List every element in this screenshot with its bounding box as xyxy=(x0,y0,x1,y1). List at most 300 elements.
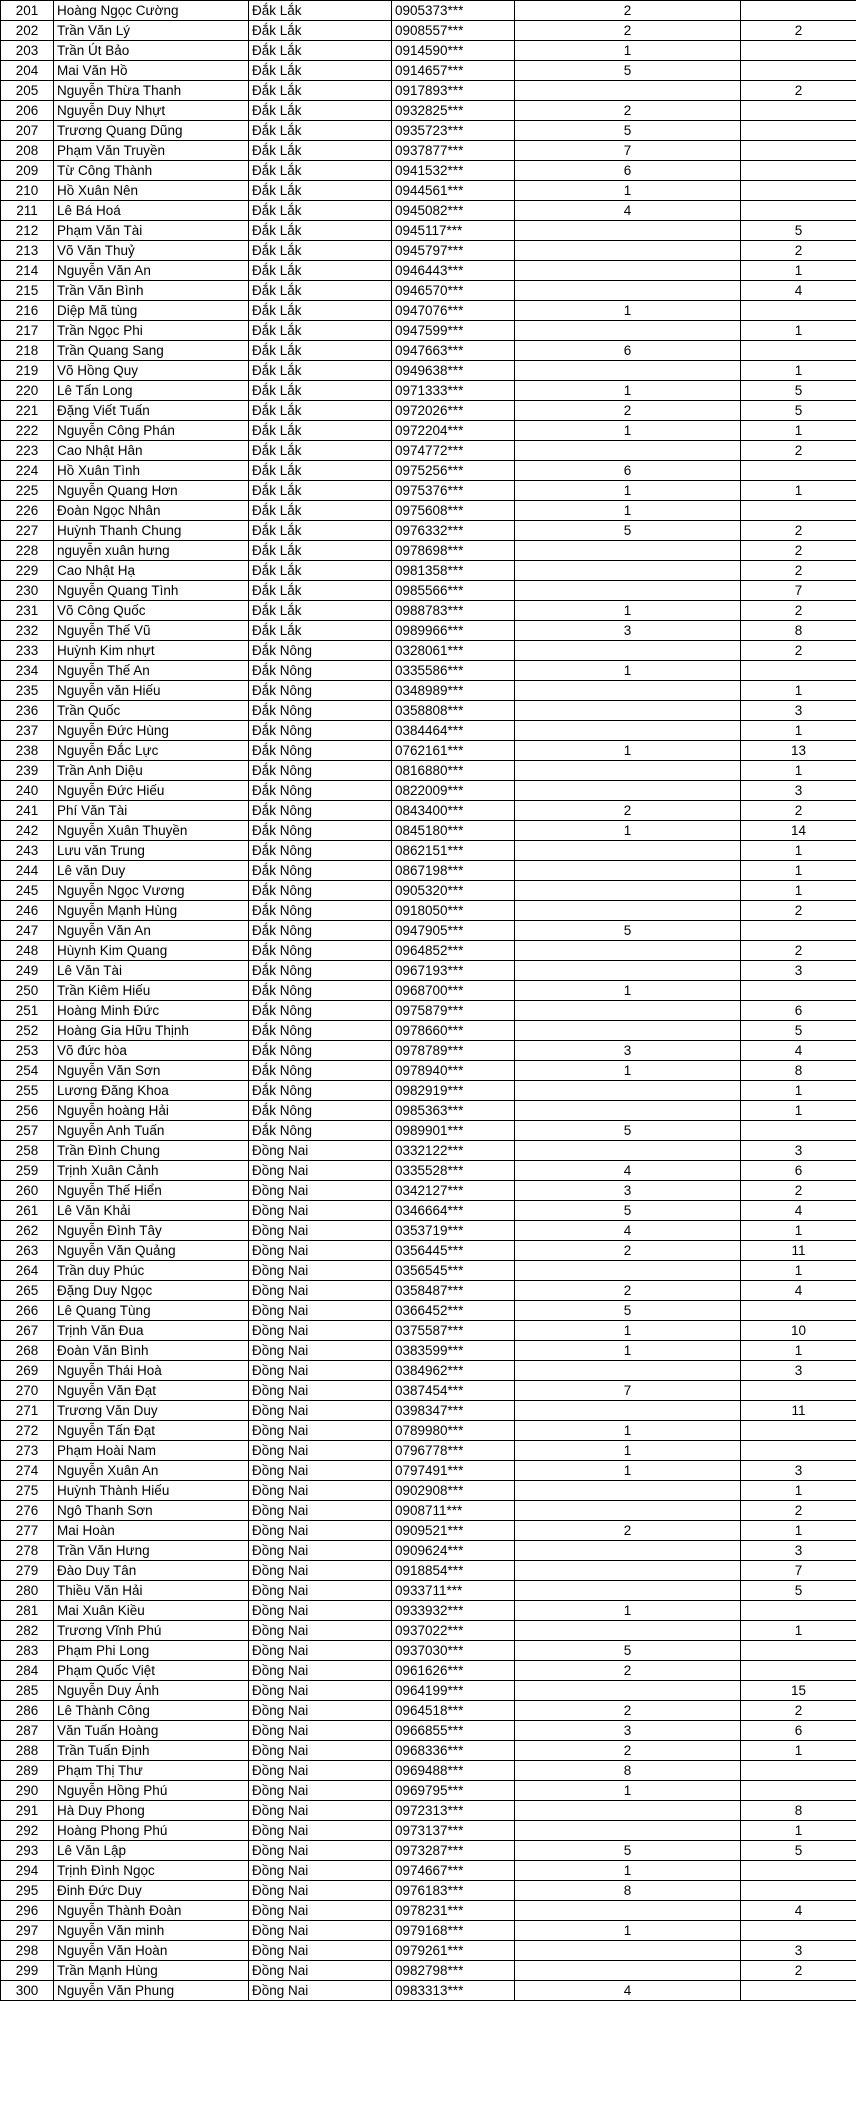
row-number-cell: 289 xyxy=(1,1761,54,1781)
table-row xyxy=(1,821,856,841)
row-number-cell: 284 xyxy=(1,1661,54,1681)
count-a-cell: 3 xyxy=(515,1721,741,1741)
province-cell: Đồng Nai xyxy=(249,1501,392,1521)
table-row xyxy=(1,1001,856,1021)
phone-number-cell: 0937030*** xyxy=(392,1641,515,1661)
full-name-cell: Nguyễn Văn Hoàn xyxy=(54,1941,249,1961)
phone-number-cell: 0789980*** xyxy=(392,1421,515,1441)
phone-number-cell: 0949638*** xyxy=(392,361,515,381)
phone-number-cell: 0909521*** xyxy=(392,1521,515,1541)
count-b-cell xyxy=(741,1861,856,1881)
row-number-cell: 269 xyxy=(1,1361,54,1381)
count-a-cell: 1 xyxy=(515,1341,741,1361)
province-cell: Đắk Nông xyxy=(249,921,392,941)
count-a-cell xyxy=(515,281,741,301)
phone-number-cell: 0979261*** xyxy=(392,1941,515,1961)
full-name-cell: Lương Đăng Khoa xyxy=(54,1081,249,1101)
phone-number-cell: 0964199*** xyxy=(392,1681,515,1701)
table-row xyxy=(1,1321,856,1341)
count-b-cell: 4 xyxy=(741,1281,856,1301)
phone-number-cell: 0358808*** xyxy=(392,701,515,721)
table-row xyxy=(1,1101,856,1121)
province-cell: Đồng Nai xyxy=(249,1601,392,1621)
row-number-cell: 290 xyxy=(1,1781,54,1801)
province-cell: Đồng Nai xyxy=(249,1721,392,1741)
phone-number-cell: 0937022*** xyxy=(392,1621,515,1641)
full-name-cell: Trịnh Xuân Cảnh xyxy=(54,1161,249,1181)
table-row xyxy=(1,1621,856,1641)
count-b-cell: 2 xyxy=(741,241,856,261)
phone-number-cell: 0358487*** xyxy=(392,1281,515,1301)
full-name-cell: Nguyễn Xuân Thuyền xyxy=(54,821,249,841)
count-a-cell: 1 xyxy=(515,1461,741,1481)
full-name-cell: Trịnh Đình Ngọc xyxy=(54,1861,249,1881)
count-b-cell: 2 xyxy=(741,21,856,41)
phone-number-cell: 0762161*** xyxy=(392,741,515,761)
province-cell: Đồng Nai xyxy=(249,1321,392,1341)
count-a-cell: 1 xyxy=(515,481,741,501)
count-b-cell: 3 xyxy=(741,1941,856,1961)
count-b-cell xyxy=(741,1441,856,1461)
row-number-cell: 211 xyxy=(1,201,54,221)
full-name-cell: Nguyễn Duy Nhựt xyxy=(54,101,249,121)
full-name-cell: Trần Văn Hưng xyxy=(54,1541,249,1561)
full-name-cell: Lê Văn Tài xyxy=(54,961,249,981)
phone-number-cell: 0348989*** xyxy=(392,681,515,701)
count-a-cell xyxy=(515,641,741,661)
province-cell: Đắk Nông xyxy=(249,941,392,961)
count-a-cell xyxy=(515,1561,741,1581)
full-name-cell: Cao Nhật Hạ xyxy=(54,561,249,581)
province-cell: Đắk Nông xyxy=(249,741,392,761)
count-a-cell xyxy=(515,541,741,561)
count-b-cell xyxy=(741,1641,856,1661)
phone-number-cell: 0964852*** xyxy=(392,941,515,961)
table-row xyxy=(1,101,856,121)
phone-number-cell: 0917893*** xyxy=(392,81,515,101)
count-b-cell: 1 xyxy=(741,1221,856,1241)
phone-number-cell: 0797491*** xyxy=(392,1461,515,1481)
province-cell: Đắk Lắk xyxy=(249,181,392,201)
province-cell: Đắk Nông xyxy=(249,901,392,921)
table-row xyxy=(1,1981,856,2001)
province-cell: Đắk Nông xyxy=(249,841,392,861)
phone-number-cell: 0905320*** xyxy=(392,881,515,901)
count-a-cell: 1 xyxy=(515,1601,741,1621)
row-number-cell: 266 xyxy=(1,1301,54,1321)
phone-number-cell: 0353719*** xyxy=(392,1221,515,1241)
count-a-cell: 5 xyxy=(515,1841,741,1861)
full-name-cell: Hà Duy Phong xyxy=(54,1801,249,1821)
count-b-cell xyxy=(741,101,856,121)
phone-number-cell: 0918854*** xyxy=(392,1561,515,1581)
table-row xyxy=(1,1761,856,1781)
province-cell: Đắk Nông xyxy=(249,1001,392,1021)
province-cell: Đắk Nông xyxy=(249,661,392,681)
table-row xyxy=(1,281,856,301)
table-row xyxy=(1,221,856,241)
count-b-cell: 2 xyxy=(741,1961,856,1981)
count-a-cell: 5 xyxy=(515,121,741,141)
count-b-cell: 2 xyxy=(741,1181,856,1201)
province-cell: Đắk Lắk xyxy=(249,321,392,341)
row-number-cell: 267 xyxy=(1,1321,54,1341)
table-row xyxy=(1,361,856,381)
row-number-cell: 202 xyxy=(1,21,54,41)
table-row xyxy=(1,1401,856,1421)
phone-number-cell: 0978940*** xyxy=(392,1061,515,1081)
phone-number-cell: 0989901*** xyxy=(392,1121,515,1141)
row-number-cell: 224 xyxy=(1,461,54,481)
province-cell: Đắk Lắk xyxy=(249,61,392,81)
count-b-cell xyxy=(741,1381,856,1401)
phone-number-cell: 0945797*** xyxy=(392,241,515,261)
phone-number-cell: 0973287*** xyxy=(392,1841,515,1861)
table-row xyxy=(1,1461,856,1481)
count-a-cell: 5 xyxy=(515,1201,741,1221)
count-a-cell xyxy=(515,721,741,741)
row-number-cell: 291 xyxy=(1,1801,54,1821)
count-a-cell xyxy=(515,221,741,241)
phone-number-cell: 0908557*** xyxy=(392,21,515,41)
province-cell: Đồng Nai xyxy=(249,1361,392,1381)
count-a-cell xyxy=(515,581,741,601)
phone-number-cell: 0932825*** xyxy=(392,101,515,121)
phone-number-cell: 0335586*** xyxy=(392,661,515,681)
full-name-cell: Mai Xuân Kiều xyxy=(54,1601,249,1621)
full-name-cell: nguyễn xuân hưng xyxy=(54,541,249,561)
phone-number-cell: 0867198*** xyxy=(392,861,515,881)
count-b-cell: 1 xyxy=(741,1741,856,1761)
row-number-cell: 238 xyxy=(1,741,54,761)
full-name-cell: Trần Tuấn Định xyxy=(54,1741,249,1761)
phone-number-cell: 0902908*** xyxy=(392,1481,515,1501)
table-row xyxy=(1,1281,856,1301)
table-row xyxy=(1,1641,856,1661)
full-name-cell: Mai Văn Hồ xyxy=(54,61,249,81)
full-name-cell: Nguyễn Hồng Phú xyxy=(54,1781,249,1801)
province-cell: Đồng Nai xyxy=(249,1621,392,1641)
row-number-cell: 255 xyxy=(1,1081,54,1101)
province-cell: Đồng Nai xyxy=(249,1261,392,1281)
table-row xyxy=(1,601,856,621)
count-a-cell xyxy=(515,261,741,281)
full-name-cell: Nguyễn Anh Tuấn xyxy=(54,1121,249,1141)
row-number-cell: 225 xyxy=(1,481,54,501)
row-number-cell: 262 xyxy=(1,1221,54,1241)
table-row xyxy=(1,1481,856,1501)
count-a-cell xyxy=(515,781,741,801)
phone-number-cell: 0969795*** xyxy=(392,1781,515,1801)
row-number-cell: 222 xyxy=(1,421,54,441)
table-row xyxy=(1,1081,856,1101)
row-number-cell: 263 xyxy=(1,1241,54,1261)
count-b-cell: 1 xyxy=(741,1621,856,1641)
count-b-cell xyxy=(741,921,856,941)
count-b-cell: 1 xyxy=(741,1261,856,1281)
count-b-cell xyxy=(741,1781,856,1801)
count-b-cell xyxy=(741,161,856,181)
phone-number-cell: 0384962*** xyxy=(392,1361,515,1381)
count-b-cell: 2 xyxy=(741,521,856,541)
count-b-cell xyxy=(741,1921,856,1941)
row-number-cell: 283 xyxy=(1,1641,54,1661)
province-cell: Đắk Nông xyxy=(249,721,392,741)
full-name-cell: Võ Hồng Quy xyxy=(54,361,249,381)
count-b-cell: 4 xyxy=(741,1041,856,1061)
count-b-cell: 2 xyxy=(741,81,856,101)
row-number-cell: 274 xyxy=(1,1461,54,1481)
full-name-cell: Hoàng Phong Phú xyxy=(54,1821,249,1841)
full-name-cell: Lê Văn Lập xyxy=(54,1841,249,1861)
phone-number-cell: 0935723*** xyxy=(392,121,515,141)
count-b-cell: 3 xyxy=(741,961,856,981)
phone-number-cell: 0909624*** xyxy=(392,1541,515,1561)
phone-number-cell: 0796778*** xyxy=(392,1441,515,1461)
province-cell: Đồng Nai xyxy=(249,1241,392,1261)
province-cell: Đắk Lắk xyxy=(249,541,392,561)
phone-number-cell: 0982798*** xyxy=(392,1961,515,1981)
province-cell: Đồng Nai xyxy=(249,1781,392,1801)
count-b-cell: 11 xyxy=(741,1241,856,1261)
table-row xyxy=(1,1421,856,1441)
count-a-cell: 8 xyxy=(515,1881,741,1901)
full-name-cell: Trần Đình Chung xyxy=(54,1141,249,1161)
full-name-cell: Nguyễn Văn Sơn xyxy=(54,1061,249,1081)
province-cell: Đắk Lắk xyxy=(249,401,392,421)
count-b-cell: 2 xyxy=(741,601,856,621)
full-name-cell: Nguyễn Quang Hơn xyxy=(54,481,249,501)
table-row xyxy=(1,1361,856,1381)
phone-number-cell: 0356445*** xyxy=(392,1241,515,1261)
province-cell: Đồng Nai xyxy=(249,1821,392,1841)
province-cell: Đắk Nông xyxy=(249,761,392,781)
row-number-cell: 246 xyxy=(1,901,54,921)
count-a-cell: 1 xyxy=(515,421,741,441)
province-cell: Đắk Nông xyxy=(249,1061,392,1081)
full-name-cell: Hồ Xuân Tình xyxy=(54,461,249,481)
count-b-cell: 10 xyxy=(741,1321,856,1341)
phone-number-cell: 0961626*** xyxy=(392,1661,515,1681)
province-cell: Đắk Nông xyxy=(249,781,392,801)
count-b-cell: 15 xyxy=(741,1681,856,1701)
province-cell: Đồng Nai xyxy=(249,1881,392,1901)
phone-number-cell: 0978789*** xyxy=(392,1041,515,1061)
row-number-cell: 241 xyxy=(1,801,54,821)
count-b-cell: 2 xyxy=(741,1501,856,1521)
count-b-cell: 1 xyxy=(741,881,856,901)
full-name-cell: Phạm Hoài Nam xyxy=(54,1441,249,1461)
table-row xyxy=(1,1521,856,1541)
count-a-cell xyxy=(515,1361,741,1381)
row-number-cell: 249 xyxy=(1,961,54,981)
row-number-cell: 295 xyxy=(1,1881,54,1901)
count-b-cell: 14 xyxy=(741,821,856,841)
row-number-cell: 248 xyxy=(1,941,54,961)
count-b-cell: 6 xyxy=(741,1721,856,1741)
phone-number-cell: 0975376*** xyxy=(392,481,515,501)
province-cell: Đắk Lắk xyxy=(249,161,392,181)
province-cell: Đồng Nai xyxy=(249,1641,392,1661)
phone-number-cell: 0976183*** xyxy=(392,1881,515,1901)
phone-number-cell: 0944561*** xyxy=(392,181,515,201)
province-cell: Đắk Nông xyxy=(249,1121,392,1141)
row-number-cell: 210 xyxy=(1,181,54,201)
full-name-cell: Đào Duy Tân xyxy=(54,1561,249,1581)
table-row xyxy=(1,1201,856,1221)
full-name-cell: Võ đức hòa xyxy=(54,1041,249,1061)
table-row xyxy=(1,81,856,101)
table-row xyxy=(1,561,856,581)
phone-number-cell: 0366452*** xyxy=(392,1301,515,1321)
phone-number-cell: 0975879*** xyxy=(392,1001,515,1021)
table-row xyxy=(1,461,856,481)
row-number-cell: 250 xyxy=(1,981,54,1001)
phone-number-cell: 0862151*** xyxy=(392,841,515,861)
phone-number-cell: 0978231*** xyxy=(392,1901,515,1921)
count-a-cell: 1 xyxy=(515,301,741,321)
count-b-cell: 2 xyxy=(741,1701,856,1721)
phone-number-cell: 0328061*** xyxy=(392,641,515,661)
table-row xyxy=(1,1921,856,1941)
table-row xyxy=(1,881,856,901)
count-b-cell: 5 xyxy=(741,381,856,401)
full-name-cell: Võ Văn Thuỷ xyxy=(54,241,249,261)
count-b-cell: 2 xyxy=(741,561,856,581)
full-name-cell: Lê văn Duy xyxy=(54,861,249,881)
table-row xyxy=(1,901,856,921)
province-cell: Đồng Nai xyxy=(249,1541,392,1561)
row-number-cell: 260 xyxy=(1,1181,54,1201)
province-cell: Đồng Nai xyxy=(249,1681,392,1701)
count-a-cell: 2 xyxy=(515,1,741,21)
count-a-cell: 3 xyxy=(515,1181,741,1201)
table-row xyxy=(1,521,856,541)
phone-number-cell: 0985363*** xyxy=(392,1101,515,1121)
count-b-cell xyxy=(741,201,856,221)
count-b-cell xyxy=(741,1421,856,1441)
province-cell: Đắk Lắk xyxy=(249,361,392,381)
row-number-cell: 227 xyxy=(1,521,54,541)
row-number-cell: 285 xyxy=(1,1681,54,1701)
full-name-cell: Hoàng Gia Hữu Thịnh xyxy=(54,1021,249,1041)
count-a-cell xyxy=(515,1941,741,1961)
count-a-cell: 2 xyxy=(515,1281,741,1301)
table-row xyxy=(1,1661,856,1681)
count-b-cell: 11 xyxy=(741,1401,856,1421)
row-number-cell: 226 xyxy=(1,501,54,521)
count-a-cell: 1 xyxy=(515,1861,741,1881)
row-number-cell: 297 xyxy=(1,1921,54,1941)
count-a-cell: 1 xyxy=(515,1921,741,1941)
phone-number-cell: 0966855*** xyxy=(392,1721,515,1741)
full-name-cell: Trần Quang Sang xyxy=(54,341,249,361)
province-cell: Đắk Nông xyxy=(249,821,392,841)
count-b-cell xyxy=(741,1301,856,1321)
province-cell: Đắk Lắk xyxy=(249,581,392,601)
full-name-cell: Lê Tấn Long xyxy=(54,381,249,401)
full-name-cell: Mai Hoàn xyxy=(54,1521,249,1541)
count-a-cell xyxy=(515,361,741,381)
count-a-cell xyxy=(515,321,741,341)
row-number-cell: 205 xyxy=(1,81,54,101)
count-b-cell: 1 xyxy=(741,421,856,441)
full-name-cell: Nguyễn Công Phán xyxy=(54,421,249,441)
full-name-cell: Trần Kiêm Hiếu xyxy=(54,981,249,1001)
table-row xyxy=(1,261,856,281)
count-b-cell: 3 xyxy=(741,1541,856,1561)
count-a-cell: 1 xyxy=(515,181,741,201)
full-name-cell: Nguyễn Quang Tình xyxy=(54,581,249,601)
count-a-cell: 6 xyxy=(515,341,741,361)
count-b-cell xyxy=(741,1,856,21)
count-a-cell: 1 xyxy=(515,1781,741,1801)
count-b-cell: 5 xyxy=(741,1581,856,1601)
count-b-cell xyxy=(741,1121,856,1141)
count-a-cell: 7 xyxy=(515,141,741,161)
count-b-cell xyxy=(741,1981,856,2001)
province-cell: Đắk Lắk xyxy=(249,441,392,461)
table-row xyxy=(1,301,856,321)
province-cell: Đắk Lắk xyxy=(249,41,392,61)
province-cell: Đồng Nai xyxy=(249,1161,392,1181)
table-row xyxy=(1,1861,856,1881)
table-row xyxy=(1,621,856,641)
count-a-cell: 5 xyxy=(515,61,741,81)
count-b-cell: 1 xyxy=(741,1481,856,1501)
phone-number-cell: 0972026*** xyxy=(392,401,515,421)
row-number-cell: 288 xyxy=(1,1741,54,1761)
count-a-cell xyxy=(515,1021,741,1041)
phone-number-cell: 0989966*** xyxy=(392,621,515,641)
row-number-cell: 277 xyxy=(1,1521,54,1541)
province-cell: Đắk Lắk xyxy=(249,281,392,301)
count-b-cell: 4 xyxy=(741,1901,856,1921)
full-name-cell: Đặng Viết Tuấn xyxy=(54,401,249,421)
table-row xyxy=(1,41,856,61)
row-number-cell: 276 xyxy=(1,1501,54,1521)
count-a-cell xyxy=(515,241,741,261)
count-a-cell: 5 xyxy=(515,1121,741,1141)
province-cell: Đồng Nai xyxy=(249,1481,392,1501)
full-name-cell: Trần Anh Diệu xyxy=(54,761,249,781)
row-number-cell: 207 xyxy=(1,121,54,141)
count-b-cell: 1 xyxy=(741,861,856,881)
table-row xyxy=(1,1561,856,1581)
count-b-cell xyxy=(741,121,856,141)
table-row xyxy=(1,21,856,41)
phone-number-cell: 0384464*** xyxy=(392,721,515,741)
table-row xyxy=(1,921,856,941)
count-a-cell xyxy=(515,1681,741,1701)
row-number-cell: 247 xyxy=(1,921,54,941)
row-number-cell: 258 xyxy=(1,1141,54,1161)
phone-number-cell: 0335528*** xyxy=(392,1161,515,1181)
province-cell: Đắk Lắk xyxy=(249,421,392,441)
province-cell: Đắk Lắk xyxy=(249,261,392,281)
table-row xyxy=(1,1801,856,1821)
table-row xyxy=(1,201,856,221)
province-cell: Đắk Nông xyxy=(249,881,392,901)
count-a-cell: 1 xyxy=(515,381,741,401)
phone-number-cell: 0964518*** xyxy=(392,1701,515,1721)
count-a-cell: 6 xyxy=(515,461,741,481)
count-a-cell xyxy=(515,901,741,921)
count-a-cell: 1 xyxy=(515,741,741,761)
full-name-cell: Nguyễn Đức Hùng xyxy=(54,721,249,741)
row-number-cell: 204 xyxy=(1,61,54,81)
phone-number-cell: 0843400*** xyxy=(392,801,515,821)
